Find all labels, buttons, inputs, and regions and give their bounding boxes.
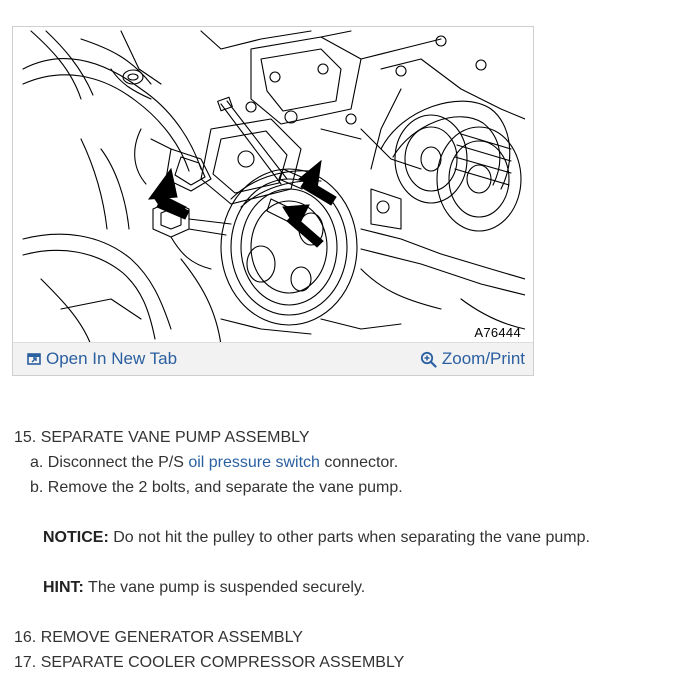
step-15b: b. Remove the 2 bolts, and separate the vane pump. bbox=[30, 479, 403, 496]
figure-panel bbox=[12, 26, 534, 376]
zoom-print-link[interactable] bbox=[420, 350, 525, 368]
step-16-title: 16. REMOVE GENERATOR ASSEMBLY bbox=[14, 629, 303, 646]
notice-paragraph bbox=[43, 528, 590, 548]
figure-code: A76444 bbox=[474, 325, 521, 340]
hint-paragraph bbox=[43, 578, 365, 598]
vane-pump-illustration bbox=[21, 29, 525, 345]
open-new-tab-icon bbox=[27, 352, 41, 366]
step-17-title: 17. SEPARATE COOLER COMPRESSOR ASSEMBLY bbox=[14, 654, 405, 671]
zoom-print-label: Zoom/Print bbox=[441, 349, 525, 368]
oil-pressure-switch-link[interactable]: oil pressure switch bbox=[188, 454, 320, 471]
step-15-title: 15. SEPARATE VANE PUMP ASSEMBLY bbox=[14, 429, 310, 446]
open-new-tab-label: Open In New Tab bbox=[46, 349, 178, 368]
open-in-new-tab-link[interactable] bbox=[27, 350, 177, 368]
step-15a-text-pre: a. Disconnect the P/S bbox=[30, 454, 189, 471]
notice-text: Do not hit the pulley to other parts when separating the vane pump. bbox=[108, 529, 590, 546]
step-15a bbox=[30, 453, 398, 473]
figure-toolbar bbox=[13, 342, 533, 375]
step-15a-text-post: connector. bbox=[319, 454, 399, 471]
engine-diagram bbox=[21, 29, 525, 345]
hint-label: HINT: bbox=[43, 579, 84, 596]
zoom-icon bbox=[420, 351, 437, 368]
hint-text: The vane pump is suspended securely. bbox=[83, 579, 366, 596]
notice-label: NOTICE: bbox=[43, 529, 109, 546]
